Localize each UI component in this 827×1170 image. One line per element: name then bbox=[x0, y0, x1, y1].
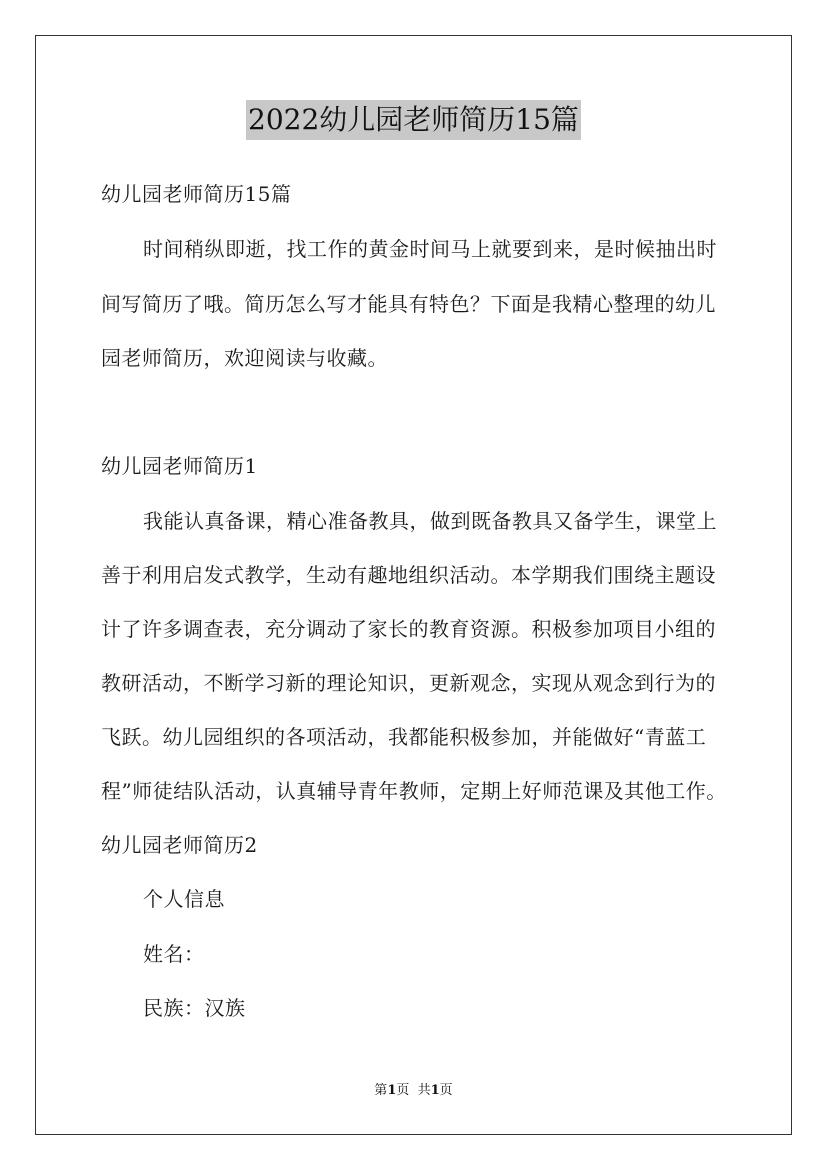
footer-page-suffix: 页 bbox=[439, 1083, 453, 1098]
document-title-wrap bbox=[0, 100, 827, 140]
personal-info-title: 个人信息 bbox=[143, 887, 225, 911]
page-footer bbox=[0, 1082, 827, 1100]
ethnicity-field: 民族：汉族 bbox=[143, 996, 246, 1020]
section1-line: 我能认真备课，精心准备教具，做到既备教具又备学生，课堂上 bbox=[143, 509, 717, 533]
section1-line: 飞跃。幼儿园组织的各项活动，我都能积极参加，并能做好“青蓝工 bbox=[101, 725, 707, 749]
section1-line: 教研活动，不断学习新的理论知识，更新观念，实现从观念到行为的 bbox=[101, 671, 716, 695]
footer-page-prefix: 第 bbox=[374, 1083, 388, 1098]
section1-line: 善于利用启发式教学，生动有趣地组织活动。本学期我们围绕主题设 bbox=[101, 563, 716, 587]
intro-line: 时间稍纵即逝，找工作的黄金时间马上就要到来，是时候抽出时 bbox=[143, 237, 717, 261]
section1-line: 计了许多调查表，充分调动了家长的教育资源。积极参加项目小组的 bbox=[101, 617, 716, 641]
footer-total-pages: 1 bbox=[430, 1083, 440, 1098]
name-field-label: 姓名： bbox=[143, 942, 205, 966]
section2-heading: 幼儿园老师简历2 bbox=[101, 833, 258, 857]
footer-current-page: 1 bbox=[387, 1083, 397, 1098]
section1-line: 程”师徒结队活动，认真辅导青年教师，定期上好师范课及其他工作。 bbox=[101, 779, 727, 803]
intro-line: 园老师简历，欢迎阅读与收藏。 bbox=[101, 346, 388, 370]
footer-page-mid: 页 共 bbox=[396, 1083, 431, 1098]
subtitle: 幼儿园老师简历15篇 bbox=[101, 182, 292, 206]
section1-heading: 幼儿园老师简历1 bbox=[101, 454, 258, 478]
document-title: 2022幼儿园老师简历15篇 bbox=[246, 100, 581, 140]
intro-line: 间写简历了哦。简历怎么写才能具有特色？下面是我精心整理的幼儿 bbox=[101, 292, 716, 316]
